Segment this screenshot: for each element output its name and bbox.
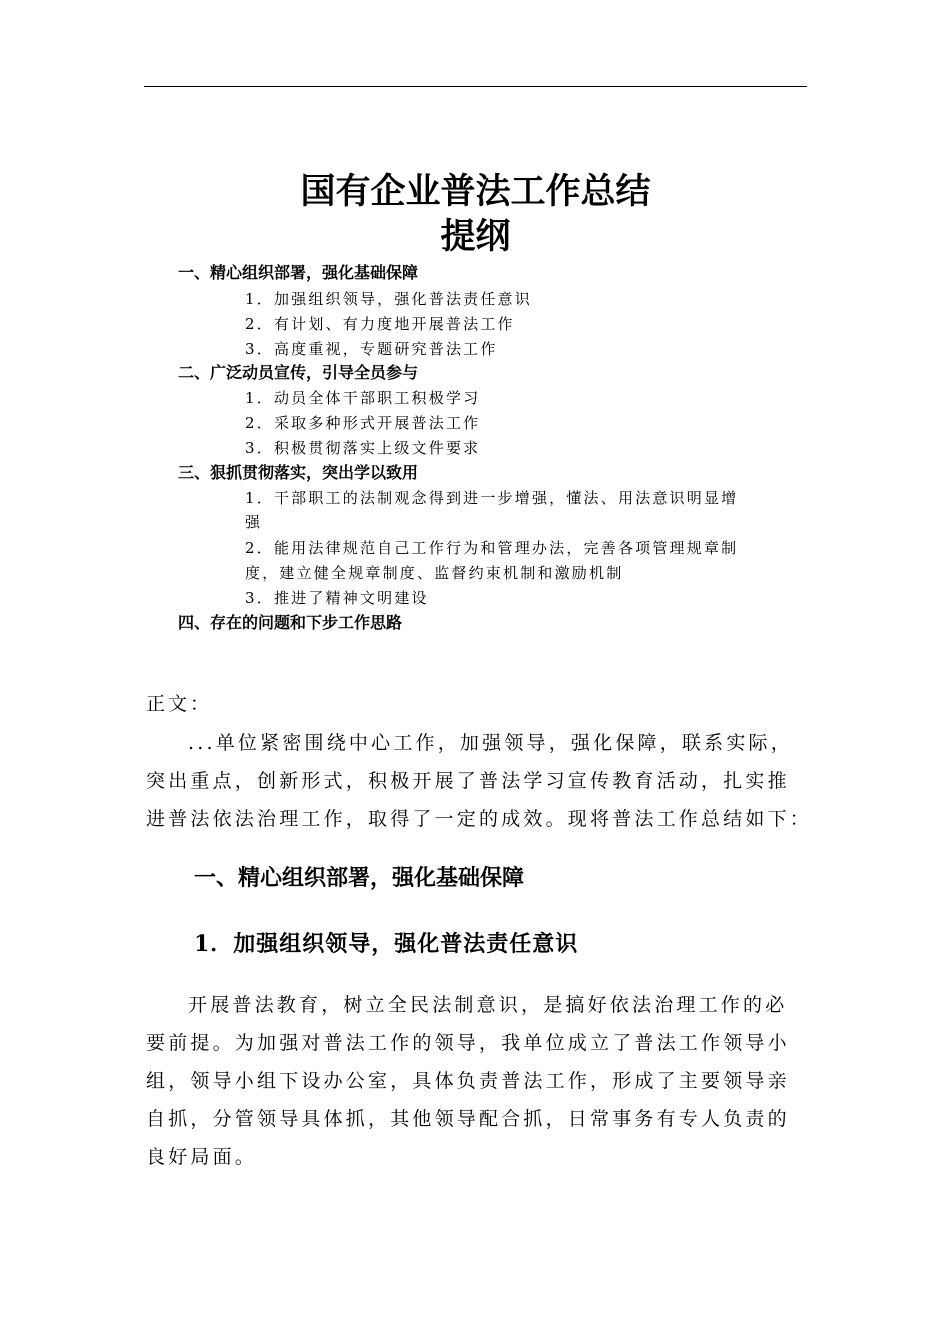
outline-item-2-2: 2．采取多种形式开展普法工作 bbox=[245, 414, 481, 432]
para-line-3: 组，领导小组下设办公室，具体负责普法工作，形成了主要领导亲 bbox=[146, 1070, 790, 1092]
outline-item-3-1-line2: 强 bbox=[245, 513, 263, 531]
outline-item-1-2: 2．有计划、有力度地开展普法工作 bbox=[245, 315, 515, 333]
section-heading-1: 一、精心组织部署，强化基础保障 bbox=[194, 866, 525, 891]
outline-item-3-3: 3．推进了精神文明建设 bbox=[245, 589, 429, 607]
outline-heading-4: 四、存在的问题和下步工作思路 bbox=[178, 613, 403, 632]
para-line-1: 开展普法教育，树立全民法制意识，是搞好依法治理工作的必 bbox=[188, 994, 788, 1016]
intro-line-1: ...单位紧密围绕中心工作，加强领导，强化保障，联系实际， bbox=[188, 732, 793, 754]
document-subtitle: 提纲 bbox=[440, 217, 511, 257]
body-label: 正文： bbox=[146, 693, 213, 715]
para-line-5: 良好局面。 bbox=[146, 1146, 258, 1168]
para-line-4: 自抓，分管领导具体抓，其他领导配合抓，日常事务有专人负责的 bbox=[146, 1108, 790, 1130]
outline-item-2-1: 1．动员全体干部职工积极学习 bbox=[245, 389, 481, 407]
outline-heading-1: 一、精心组织部署，强化基础保障 bbox=[178, 263, 419, 282]
intro-line-3: 进普法依法治理工作，取得了一定的成效。现将普法工作总结如下： bbox=[146, 808, 813, 830]
outline-item-2-3: 3．积极贯彻落实上级文件要求 bbox=[245, 439, 481, 457]
outline-item-1-1: 1．加强组织领导，强化普法责任意识 bbox=[245, 290, 532, 308]
header-rule bbox=[144, 86, 807, 87]
intro-line-2: 突出重点，创新形式，积极开展了普法学习宣传教育活动，扎实推 bbox=[146, 770, 790, 792]
section-paragraph-1 bbox=[146, 986, 810, 1176]
outline-item-3-2-line2: 度，建立健全规章制度、监督约束机制和激励机制 bbox=[245, 564, 624, 582]
subsection-heading-1-1: 1．加强组织领导，强化普法责任意识 bbox=[194, 931, 579, 957]
para-line-2: 要前提。为加强对普法工作的领导，我单位成立了普法工作领导小 bbox=[146, 1032, 790, 1054]
outline-heading-3: 三、狠抓贯彻落实，突出学以致用 bbox=[178, 463, 419, 482]
outline-item-1-3: 3．高度重视，专题研究普法工作 bbox=[245, 340, 498, 358]
outline-item-3-1-line1: 1．干部职工的法制观念得到进一步增强，懂法、用法意识明显增 bbox=[245, 489, 739, 507]
document-title: 国有企业普法工作总结 bbox=[300, 172, 651, 212]
outline-item-3-2-line1: 2．能用法律规范自己工作行为和管理办法，完善各项管理规章制 bbox=[245, 539, 739, 557]
intro-paragraph bbox=[146, 724, 813, 838]
outline-heading-2: 二、广泛动员宣传，引导全员参与 bbox=[178, 363, 419, 382]
